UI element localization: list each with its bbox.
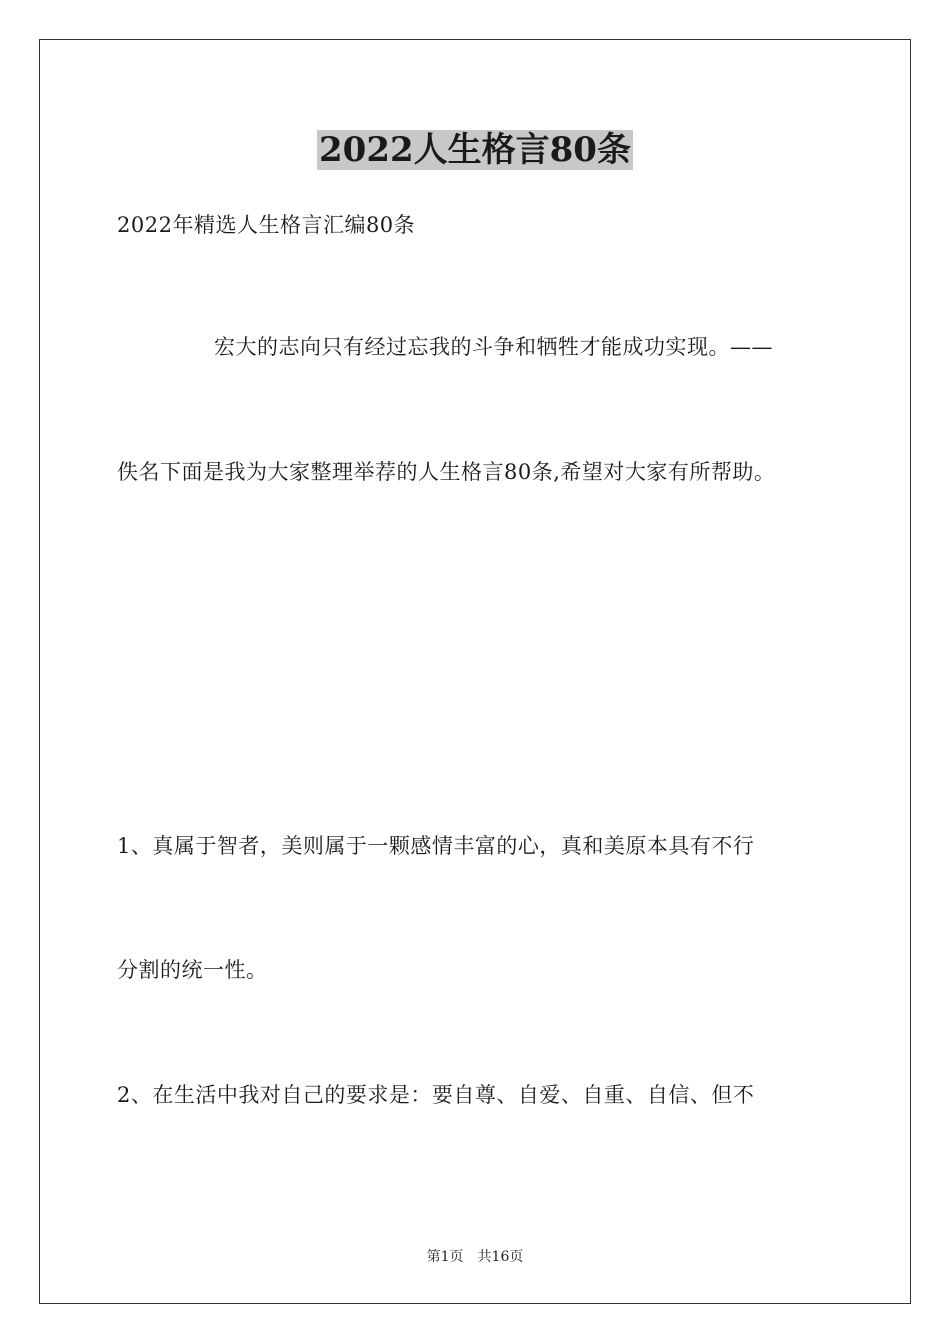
intro-line-1: 宏大的志向只有经过忘我的斗争和牺牲才能成功实现。——: [214, 335, 773, 359]
list-item-2-line-1: 2、在生活中我对自己的要求是：要自尊、自爱、自重、自信、但不: [117, 1083, 755, 1107]
intro-line-2: 佚名下面是我为大家整理举荐的人生格言80条,希望对大家有所帮助。: [117, 460, 776, 484]
page-footer: [0, 1247, 950, 1267]
list-item-1-line-1: 1、真属于智者，美则属于一颗感情丰富的心，真和美原本具有不行: [117, 834, 755, 858]
document-title: [0, 128, 950, 172]
document-subtitle: 2022年精选人生格言汇编80条: [117, 213, 416, 237]
list-item-1-line-2: 分割的统一性。: [117, 958, 268, 982]
page-number: 第1页: [426, 1249, 464, 1265]
document-title-text: 2022人生格言80条: [319, 130, 631, 170]
page-total: 共16页: [477, 1249, 524, 1265]
